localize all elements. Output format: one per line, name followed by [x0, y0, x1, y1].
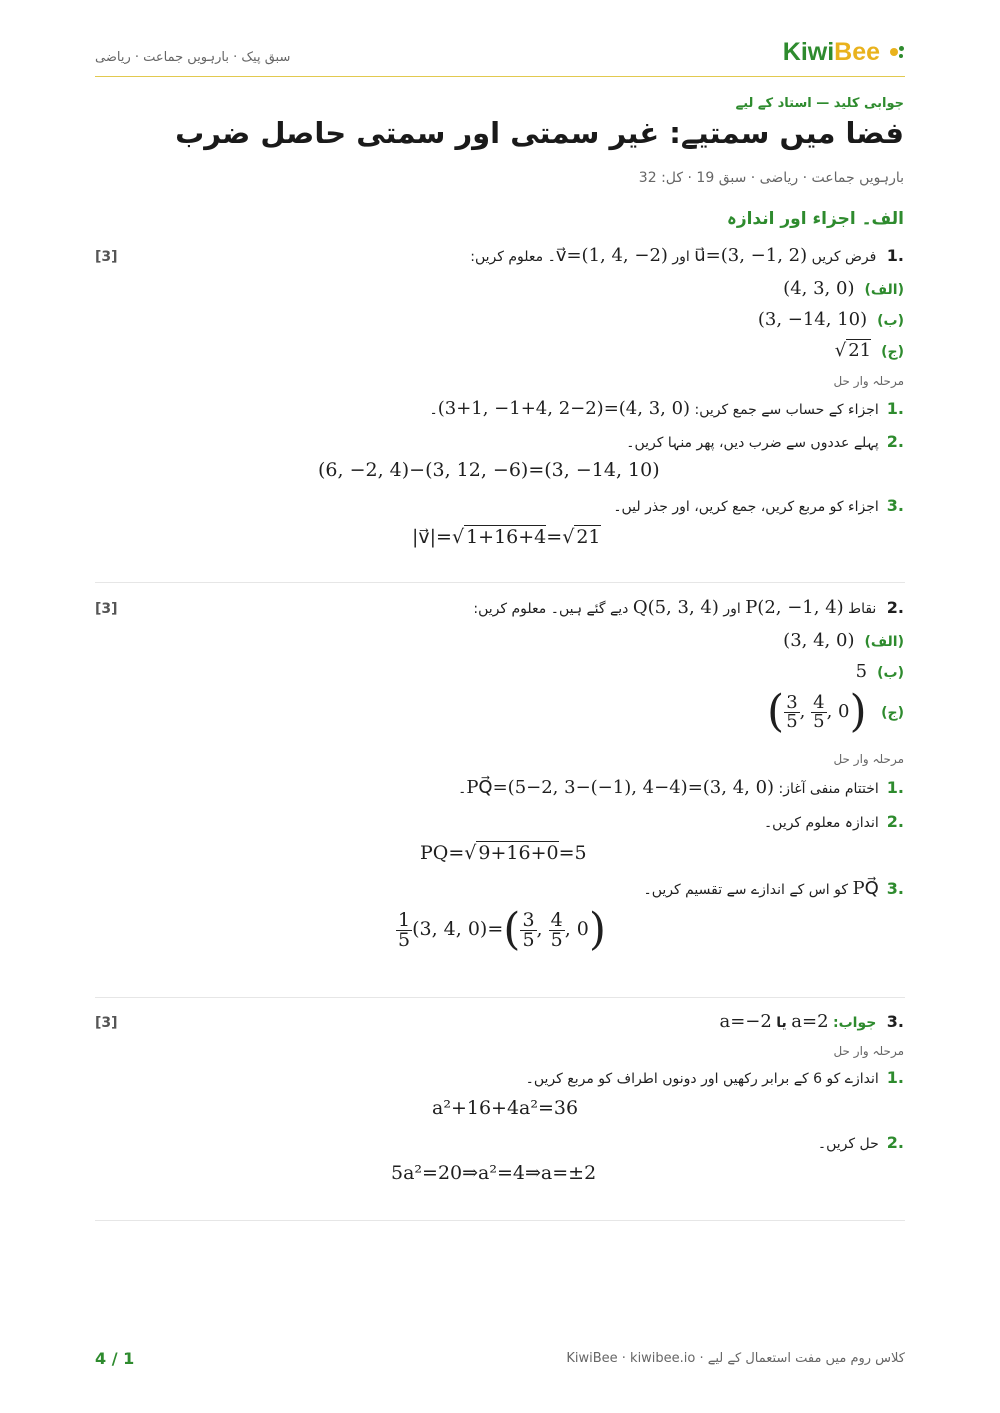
- step-text: کو اس کے اندازے سے تقسیم کریں۔: [643, 882, 849, 898]
- q1-marks: [3]: [95, 249, 118, 265]
- doc-meta: بارہویں جماعت · ریاضی · سبق 19 · کل: 32: [638, 170, 904, 186]
- q2-text-b: اور: [723, 601, 741, 617]
- q1-eq-2: (6, −2, 4)−(3, 12, −6)=(3, −14, 10): [318, 459, 660, 481]
- q1-prompt: [470, 245, 904, 266]
- q3-eq-1: a²+16+4a²=36: [432, 1097, 579, 1119]
- step-text: اجزاء کے حساب سے جمع کریں:: [694, 402, 879, 418]
- divider: [95, 1220, 905, 1221]
- divider: [95, 582, 905, 583]
- q3-answer-label: جواب:: [832, 1015, 877, 1031]
- q2-option-c-label: (ج): [881, 705, 904, 721]
- step-text: اندازے کو 6 کے برابر رکھیں اور دونوں اطراف کو مربع کریں۔: [525, 1071, 879, 1087]
- q1-v: v⃗=(1, 4, −2): [555, 245, 668, 266]
- footer-credit: کلاس روم میں مفت استعمال کے لیے · KiwiBee · kiwibee.io: [566, 1351, 905, 1366]
- q2-option-a-label: (الف): [864, 634, 904, 650]
- q3-eq-2: 5a²=20⇒a²=4⇒a=±2: [391, 1162, 597, 1184]
- q1-text-b: اور: [672, 249, 690, 265]
- q1-steps-heading: مرحلہ وار حل: [833, 374, 904, 388]
- logo-bee: Bee: [834, 38, 881, 66]
- step-number: .3: [886, 496, 904, 515]
- q3-or: یا: [776, 1015, 787, 1031]
- q1-option-b-value: (3, −14, 10): [757, 309, 868, 330]
- q2-option-a: [783, 630, 904, 651]
- q2-option-b-value: 5: [855, 661, 868, 682]
- q2-prompt: [473, 597, 904, 618]
- q1-text-a: فرض کریں: [811, 249, 877, 265]
- q1-option-c: [835, 340, 904, 361]
- header-divider: [95, 76, 905, 77]
- q1-option-b-label: (ب): [877, 313, 904, 329]
- q1-text-c: ۔ معلوم کریں:: [470, 249, 556, 265]
- q2-number: .2: [886, 598, 904, 617]
- q2-text-a: نقاط: [848, 601, 877, 617]
- step-end: ۔: [429, 402, 438, 418]
- q1-step-3: [613, 496, 904, 515]
- q3-answer-1: a=2: [791, 1011, 829, 1032]
- q3-step-2: [818, 1133, 904, 1152]
- breadcrumb: سبق پیک · بارہویں جماعت · ریاضی: [95, 50, 291, 65]
- q1-option-a: [783, 278, 904, 299]
- step-text: حل کریں۔: [817, 1136, 879, 1152]
- divider: [95, 997, 905, 998]
- q2-option-a-value: (3, 4, 0): [783, 630, 855, 651]
- q1-option-a-value: (4, 3, 0): [783, 278, 855, 299]
- q3-step-1: [526, 1068, 904, 1087]
- step-number: .2: [886, 432, 904, 451]
- q3-number: .3: [886, 1012, 904, 1031]
- step-number: .2: [886, 812, 904, 831]
- q1-u: u⃗=(3, −1, 2): [694, 245, 808, 266]
- kiwibee-logo[interactable]: [783, 38, 905, 67]
- step-text: اندازہ معلوم کریں۔: [763, 815, 879, 831]
- q3-marks: [3]: [95, 1015, 118, 1031]
- logo-kiwi: Kiwi: [782, 38, 835, 66]
- q1-step-1: [430, 398, 904, 419]
- step-number: .1: [886, 778, 904, 797]
- page-title: فضا میں سمتیے: غیر سمتی اور سمتی حاصل ضرب: [175, 116, 904, 150]
- q2-step-1: [458, 777, 904, 798]
- step-math: PQ⃗=(5−2, 3−(−1), 4−4)=(3, 4, 0): [466, 777, 775, 798]
- q2-option-c-value: ( $\frac{3}{5}$ , $\frac{4}{5}$ , 0): [767, 686, 867, 737]
- q1-step-2: [626, 432, 904, 451]
- q3-answer: [719, 1011, 904, 1032]
- logo-dots-icon: [889, 46, 905, 60]
- q1-eq-3: |v⃗|=√ 1+16+4=√ 21: [412, 526, 601, 548]
- step-text: اجزاء کو مربع کریں، جمع کریں، اور جذر لیں۔: [613, 499, 879, 515]
- q2-eq-3: $\frac{1}{5}$ (3, 4, 0)=( $\frac{3}{5}$ , $\frac{4}{5}$ , 0): [398, 904, 607, 955]
- q2-eq-2: PQ=√ 9+16+0=5: [420, 842, 587, 864]
- q2-p: P(2, −1, 4): [745, 597, 844, 618]
- page-number: 4 / 1: [95, 1349, 135, 1368]
- q2-steps-heading: مرحلہ وار حل: [833, 752, 904, 766]
- step-math: (3+1, −1+4, 2−2)=(4, 3, 0): [437, 398, 691, 419]
- q2-q: Q(5, 3, 4): [632, 597, 719, 618]
- q1-number: .1: [886, 246, 904, 265]
- step-end: ۔: [458, 781, 467, 797]
- q1-option-c-label: (ج): [881, 344, 904, 360]
- step-math: PQ⃗: [852, 878, 879, 899]
- q3-steps-heading: مرحلہ وار حل: [833, 1044, 904, 1058]
- q2-option-b: [856, 661, 904, 682]
- step-number: .1: [886, 1068, 904, 1087]
- section-heading: الف۔ اجزاء اور اندازہ: [726, 209, 904, 229]
- q1-option-a-label: (الف): [864, 282, 904, 298]
- q2-step-3: [644, 878, 904, 899]
- q1-option-b: [758, 309, 904, 330]
- step-text: اختتام منفی آغاز:: [778, 781, 879, 797]
- doc-kicker: جوابی کلید — استاد کے لیے: [735, 96, 904, 111]
- step-number: .3: [886, 879, 904, 898]
- step-text: پہلے عددوں سے ضرب دیں، پھر منہا کریں۔: [626, 435, 879, 451]
- q1-option-c-value: √ 21: [834, 340, 872, 361]
- q2-option-c: [767, 686, 904, 737]
- q3-answer-2: a=−2: [719, 1011, 772, 1032]
- q2-marks: [3]: [95, 601, 118, 617]
- step-number: .2: [886, 1133, 904, 1152]
- q2-text-c: دیے گئے ہیں۔ معلوم کریں:: [473, 601, 629, 617]
- q2-option-b-label: (ب): [877, 665, 904, 681]
- q2-step-2: [764, 812, 904, 831]
- step-number: .1: [886, 399, 904, 418]
